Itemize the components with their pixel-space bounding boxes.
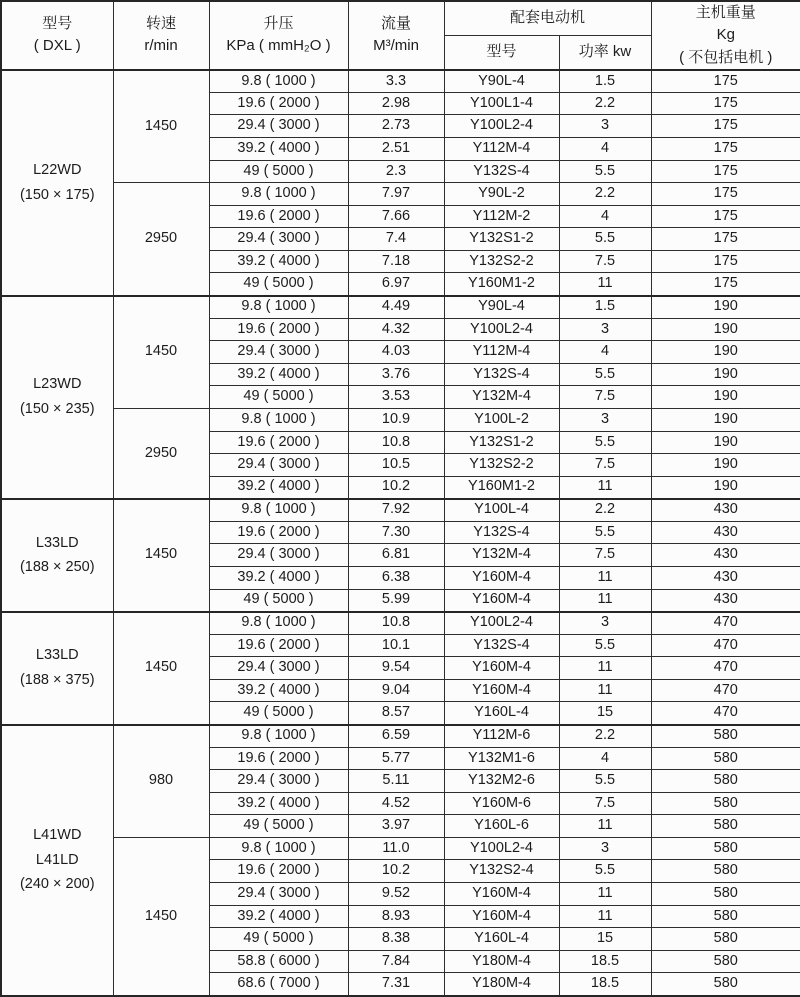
cell-speed: 2950 bbox=[113, 183, 209, 296]
cell-pressure: 39.2 ( 4000 ) bbox=[209, 679, 348, 702]
cell-pressure: 9.8 ( 1000 ) bbox=[209, 408, 348, 431]
cell-weight: 470 bbox=[651, 702, 800, 725]
cell-pressure: 9.8 ( 1000 ) bbox=[209, 70, 348, 93]
cell-pressure: 19.6 ( 2000 ) bbox=[209, 747, 348, 770]
cell-weight: 580 bbox=[651, 860, 800, 883]
cell-motor-power: 11 bbox=[559, 883, 651, 906]
table-row bbox=[1, 183, 800, 206]
cell-motor-model: Y160M1-2 bbox=[444, 273, 559, 296]
cell-motor-power: 18.5 bbox=[559, 950, 651, 973]
cell-flow: 7.84 bbox=[348, 950, 444, 973]
spec-table-header bbox=[1, 1, 800, 70]
header-speed-line2: r/min bbox=[144, 37, 178, 55]
cell-motor-power: 2.2 bbox=[559, 725, 651, 748]
cell-weight: 175 bbox=[651, 250, 800, 273]
cell-pressure: 9.8 ( 1000 ) bbox=[209, 296, 348, 319]
cell-motor-power: 5.5 bbox=[559, 160, 651, 183]
header-model-line2: ( DXL ) bbox=[33, 37, 81, 55]
cell-motor-model: Y132S-4 bbox=[444, 363, 559, 386]
cell-pressure: 19.6 ( 2000 ) bbox=[209, 431, 348, 454]
cell-motor-power: 4 bbox=[559, 205, 651, 228]
cell-pressure: 19.6 ( 2000 ) bbox=[209, 318, 348, 341]
cell-weight: 190 bbox=[651, 318, 800, 341]
table-row bbox=[1, 499, 800, 522]
cell-motor-model: Y160M-4 bbox=[444, 905, 559, 928]
cell-weight: 430 bbox=[651, 566, 800, 589]
cell-motor-model: Y132M-4 bbox=[444, 544, 559, 567]
cell-weight: 190 bbox=[651, 296, 800, 319]
cell-weight: 175 bbox=[651, 228, 800, 251]
cell-motor-model: Y112M-6 bbox=[444, 725, 559, 748]
cell-pressure: 29.4 ( 3000 ) bbox=[209, 454, 348, 477]
cell-motor-model: Y132S-4 bbox=[444, 634, 559, 657]
cell-pressure: 39.2 ( 4000 ) bbox=[209, 905, 348, 928]
cell-weight: 470 bbox=[651, 634, 800, 657]
header-weight bbox=[651, 1, 800, 70]
cell-pressure: 19.6 ( 2000 ) bbox=[209, 860, 348, 883]
cell-pressure: 49 ( 5000 ) bbox=[209, 589, 348, 612]
cell-model bbox=[1, 499, 113, 612]
table-row bbox=[1, 612, 800, 635]
cell-speed: 2950 bbox=[113, 408, 209, 498]
cell-flow: 6.81 bbox=[348, 544, 444, 567]
cell-motor-model: Y132S2-2 bbox=[444, 250, 559, 273]
cell-weight: 470 bbox=[651, 657, 800, 680]
cell-pressure: 29.4 ( 3000 ) bbox=[209, 883, 348, 906]
header-weight-line3: ( 不包括电机 ) bbox=[679, 48, 773, 66]
cell-motor-power: 2.2 bbox=[559, 183, 651, 206]
cell-motor-power: 3 bbox=[559, 408, 651, 431]
header-row-top bbox=[1, 1, 800, 35]
header-pressure bbox=[209, 1, 348, 70]
header-motor-group: 配套电动机 bbox=[444, 1, 651, 35]
cell-flow: 10.1 bbox=[348, 634, 444, 657]
cell-motor-model: Y160M-4 bbox=[444, 589, 559, 612]
cell-motor-power: 11 bbox=[559, 589, 651, 612]
cell-motor-model: Y132S1-2 bbox=[444, 228, 559, 251]
cell-pressure: 49 ( 5000 ) bbox=[209, 815, 348, 838]
cell-weight: 175 bbox=[651, 92, 800, 115]
cell-flow: 10.5 bbox=[348, 454, 444, 477]
cell-motor-power: 1.5 bbox=[559, 70, 651, 93]
cell-flow: 4.52 bbox=[348, 792, 444, 815]
cell-weight: 580 bbox=[651, 837, 800, 860]
model-line: (150 × 175) bbox=[19, 186, 95, 203]
cell-motor-power: 5.5 bbox=[559, 521, 651, 544]
cell-weight: 580 bbox=[651, 725, 800, 748]
cell-flow: 3.53 bbox=[348, 386, 444, 409]
cell-flow: 3.76 bbox=[348, 363, 444, 386]
cell-pressure: 39.2 ( 4000 ) bbox=[209, 363, 348, 386]
cell-flow: 11.0 bbox=[348, 837, 444, 860]
cell-model bbox=[1, 612, 113, 725]
cell-motor-power: 4 bbox=[559, 341, 651, 364]
cell-pressure: 29.4 ( 3000 ) bbox=[209, 657, 348, 680]
cell-motor-model: Y132M-4 bbox=[444, 386, 559, 409]
header-speed bbox=[113, 1, 209, 70]
model-line: L22WD bbox=[33, 162, 82, 178]
cell-motor-power: 5.5 bbox=[559, 770, 651, 793]
cell-weight: 430 bbox=[651, 499, 800, 522]
cell-motor-model: Y160L-4 bbox=[444, 702, 559, 725]
cell-motor-model: Y100L1-4 bbox=[444, 92, 559, 115]
cell-weight: 580 bbox=[651, 973, 800, 996]
cell-flow: 10.8 bbox=[348, 431, 444, 454]
cell-weight: 190 bbox=[651, 476, 800, 499]
cell-pressure: 39.2 ( 4000 ) bbox=[209, 137, 348, 160]
cell-motor-power: 5.5 bbox=[559, 363, 651, 386]
model-line: (188 × 375) bbox=[19, 672, 95, 689]
cell-flow: 10.8 bbox=[348, 612, 444, 635]
cell-motor-power: 1.5 bbox=[559, 296, 651, 319]
header-motor-power: 功率 kw bbox=[559, 35, 651, 69]
table-row bbox=[1, 408, 800, 431]
cell-weight: 175 bbox=[651, 205, 800, 228]
cell-motor-model: Y160M-4 bbox=[444, 566, 559, 589]
cell-motor-model: Y132S-4 bbox=[444, 160, 559, 183]
cell-motor-model: Y160M-4 bbox=[444, 657, 559, 680]
cell-motor-model: Y160M-6 bbox=[444, 792, 559, 815]
cell-pressure: 39.2 ( 4000 ) bbox=[209, 566, 348, 589]
cell-motor-power: 4 bbox=[559, 747, 651, 770]
cell-motor-model: Y100L-4 bbox=[444, 499, 559, 522]
cell-motor-power: 3 bbox=[559, 612, 651, 635]
spec-table-body bbox=[1, 70, 800, 996]
cell-model bbox=[1, 296, 113, 499]
cell-motor-power: 11 bbox=[559, 815, 651, 838]
cell-motor-power: 11 bbox=[559, 566, 651, 589]
cell-pressure: 49 ( 5000 ) bbox=[209, 273, 348, 296]
cell-flow: 10.2 bbox=[348, 860, 444, 883]
cell-pressure: 19.6 ( 2000 ) bbox=[209, 92, 348, 115]
model-line: L41WD bbox=[33, 827, 82, 844]
cell-flow: 3.97 bbox=[348, 815, 444, 838]
cell-speed: 1450 bbox=[113, 612, 209, 725]
cell-motor-power: 11 bbox=[559, 476, 651, 499]
cell-motor-power: 4 bbox=[559, 137, 651, 160]
cell-weight: 190 bbox=[651, 341, 800, 364]
cell-flow: 7.97 bbox=[348, 183, 444, 206]
cell-pressure: 9.8 ( 1000 ) bbox=[209, 725, 348, 748]
model-line: (188 × 250) bbox=[19, 559, 95, 576]
cell-weight: 580 bbox=[651, 792, 800, 815]
cell-motor-power: 7.5 bbox=[559, 792, 651, 815]
cell-motor-power: 5.5 bbox=[559, 860, 651, 883]
cell-motor-model: Y112M-2 bbox=[444, 205, 559, 228]
cell-flow: 2.3 bbox=[348, 160, 444, 183]
cell-motor-model: Y132S2-2 bbox=[444, 454, 559, 477]
header-flow-line1: 流量 bbox=[380, 15, 411, 33]
cell-motor-power: 18.5 bbox=[559, 973, 651, 996]
cell-speed: 1450 bbox=[113, 499, 209, 612]
cell-pressure: 49 ( 5000 ) bbox=[209, 702, 348, 725]
cell-flow: 6.59 bbox=[348, 725, 444, 748]
cell-motor-power: 15 bbox=[559, 928, 651, 951]
cell-speed: 980 bbox=[113, 725, 209, 838]
header-pressure-line1: 升压 bbox=[263, 15, 294, 33]
cell-pressure: 49 ( 5000 ) bbox=[209, 160, 348, 183]
cell-motor-model: Y100L2-4 bbox=[444, 115, 559, 138]
cell-motor-power: 2.2 bbox=[559, 499, 651, 522]
cell-weight: 470 bbox=[651, 679, 800, 702]
cell-motor-power: 7.5 bbox=[559, 544, 651, 567]
cell-weight: 580 bbox=[651, 747, 800, 770]
cell-speed: 1450 bbox=[113, 70, 209, 183]
cell-motor-model: Y90L-2 bbox=[444, 183, 559, 206]
cell-pressure: 49 ( 5000 ) bbox=[209, 386, 348, 409]
cell-motor-power: 11 bbox=[559, 273, 651, 296]
cell-pressure: 9.8 ( 1000 ) bbox=[209, 837, 348, 860]
header-speed-line1: 转速 bbox=[145, 15, 176, 33]
cell-model bbox=[1, 70, 113, 296]
cell-motor-model: Y180M-4 bbox=[444, 950, 559, 973]
table-row bbox=[1, 837, 800, 860]
model-line: (240 × 200) bbox=[19, 876, 95, 893]
cell-pressure: 29.4 ( 3000 ) bbox=[209, 770, 348, 793]
cell-flow: 10.9 bbox=[348, 408, 444, 431]
header-model bbox=[1, 1, 113, 70]
cell-flow: 7.18 bbox=[348, 250, 444, 273]
cell-pressure: 9.8 ( 1000 ) bbox=[209, 183, 348, 206]
cell-weight: 580 bbox=[651, 905, 800, 928]
model-line: L23WD bbox=[33, 376, 82, 393]
cell-model bbox=[1, 725, 113, 996]
header-pressure-line2: KPa ( mmH₂O ) bbox=[226, 37, 331, 55]
cell-flow: 4.32 bbox=[348, 318, 444, 341]
cell-motor-model: Y160L-6 bbox=[444, 815, 559, 838]
cell-pressure: 9.8 ( 1000 ) bbox=[209, 499, 348, 522]
model-line: L41LD bbox=[35, 851, 79, 868]
cell-weight: 190 bbox=[651, 408, 800, 431]
cell-motor-power: 7.5 bbox=[559, 454, 651, 477]
cell-flow: 2.98 bbox=[348, 92, 444, 115]
cell-pressure: 29.4 ( 3000 ) bbox=[209, 115, 348, 138]
cell-pressure: 39.2 ( 4000 ) bbox=[209, 476, 348, 499]
cell-flow: 7.66 bbox=[348, 205, 444, 228]
cell-weight: 430 bbox=[651, 521, 800, 544]
cell-motor-model: Y100L2-4 bbox=[444, 612, 559, 635]
cell-flow: 6.38 bbox=[348, 566, 444, 589]
cell-motor-power: 11 bbox=[559, 905, 651, 928]
header-weight-line2: Kg bbox=[716, 26, 735, 44]
cell-flow: 2.51 bbox=[348, 137, 444, 160]
cell-flow: 9.04 bbox=[348, 679, 444, 702]
model-line: L33LD bbox=[35, 534, 79, 551]
cell-pressure: 19.6 ( 2000 ) bbox=[209, 634, 348, 657]
cell-flow: 5.99 bbox=[348, 589, 444, 612]
cell-flow: 7.4 bbox=[348, 228, 444, 251]
cell-motor-model: Y112M-4 bbox=[444, 341, 559, 364]
header-motor-model: 型号 bbox=[444, 35, 559, 69]
cell-motor-power: 2.2 bbox=[559, 92, 651, 115]
cell-motor-model: Y160M-4 bbox=[444, 883, 559, 906]
model-line: L33LD bbox=[35, 647, 79, 664]
cell-motor-model: Y100L2-4 bbox=[444, 837, 559, 860]
cell-motor-power: 5.5 bbox=[559, 634, 651, 657]
cell-weight: 580 bbox=[651, 928, 800, 951]
cell-pressure: 19.6 ( 2000 ) bbox=[209, 205, 348, 228]
table-row bbox=[1, 296, 800, 319]
cell-motor-model: Y132S-4 bbox=[444, 521, 559, 544]
cell-motor-power: 3 bbox=[559, 837, 651, 860]
cell-flow: 9.54 bbox=[348, 657, 444, 680]
cell-flow: 10.2 bbox=[348, 476, 444, 499]
cell-pressure: 29.4 ( 3000 ) bbox=[209, 228, 348, 251]
cell-motor-power: 15 bbox=[559, 702, 651, 725]
cell-weight: 175 bbox=[651, 183, 800, 206]
cell-weight: 175 bbox=[651, 115, 800, 138]
cell-weight: 190 bbox=[651, 454, 800, 477]
cell-motor-model: Y90L-4 bbox=[444, 70, 559, 93]
cell-motor-power: 5.5 bbox=[559, 228, 651, 251]
cell-motor-power: 5.5 bbox=[559, 431, 651, 454]
cell-pressure: 29.4 ( 3000 ) bbox=[209, 341, 348, 364]
cell-motor-power: 3 bbox=[559, 318, 651, 341]
cell-motor-model: Y100L2-4 bbox=[444, 318, 559, 341]
cell-motor-model: Y132M1-6 bbox=[444, 747, 559, 770]
cell-weight: 175 bbox=[651, 137, 800, 160]
cell-motor-model: Y112M-4 bbox=[444, 137, 559, 160]
cell-pressure: 29.4 ( 3000 ) bbox=[209, 544, 348, 567]
cell-flow: 3.3 bbox=[348, 70, 444, 93]
header-weight-line1: 主机重量 bbox=[695, 4, 756, 21]
cell-motor-model: Y180M-4 bbox=[444, 973, 559, 996]
cell-motor-model: Y90L-4 bbox=[444, 296, 559, 319]
cell-speed: 1450 bbox=[113, 837, 209, 995]
cell-pressure: 19.6 ( 2000 ) bbox=[209, 521, 348, 544]
cell-flow: 4.49 bbox=[348, 296, 444, 319]
cell-motor-model: Y160M1-2 bbox=[444, 476, 559, 499]
cell-flow: 2.73 bbox=[348, 115, 444, 138]
cell-weight: 580 bbox=[651, 883, 800, 906]
cell-weight: 190 bbox=[651, 431, 800, 454]
cell-weight: 580 bbox=[651, 815, 800, 838]
cell-motor-model: Y132S2-4 bbox=[444, 860, 559, 883]
cell-pressure: 58.8 ( 6000 ) bbox=[209, 950, 348, 973]
cell-flow: 8.93 bbox=[348, 905, 444, 928]
cell-flow: 7.31 bbox=[348, 973, 444, 996]
cell-pressure: 49 ( 5000 ) bbox=[209, 928, 348, 951]
cell-pressure: 39.2 ( 4000 ) bbox=[209, 250, 348, 273]
cell-motor-power: 11 bbox=[559, 679, 651, 702]
cell-flow: 4.03 bbox=[348, 341, 444, 364]
header-flow bbox=[348, 1, 444, 70]
model-line: (150 × 235) bbox=[19, 401, 95, 418]
cell-weight: 470 bbox=[651, 612, 800, 635]
cell-weight: 175 bbox=[651, 70, 800, 93]
cell-motor-model: Y132S1-2 bbox=[444, 431, 559, 454]
cell-flow: 8.57 bbox=[348, 702, 444, 725]
cell-pressure: 39.2 ( 4000 ) bbox=[209, 792, 348, 815]
header-flow-line2: M³/min bbox=[373, 37, 419, 55]
cell-weight: 580 bbox=[651, 950, 800, 973]
table-row bbox=[1, 725, 800, 748]
cell-motor-power: 3 bbox=[559, 115, 651, 138]
cell-motor-model: Y132M2-6 bbox=[444, 770, 559, 793]
table-row bbox=[1, 70, 800, 93]
cell-weight: 430 bbox=[651, 544, 800, 567]
cell-weight: 175 bbox=[651, 160, 800, 183]
cell-flow: 7.30 bbox=[348, 521, 444, 544]
cell-flow: 5.77 bbox=[348, 747, 444, 770]
cell-motor-power: 7.5 bbox=[559, 250, 651, 273]
cell-motor-model: Y160M-4 bbox=[444, 679, 559, 702]
cell-weight: 190 bbox=[651, 386, 800, 409]
cell-weight: 430 bbox=[651, 589, 800, 612]
cell-weight: 175 bbox=[651, 273, 800, 296]
cell-flow: 6.97 bbox=[348, 273, 444, 296]
cell-weight: 580 bbox=[651, 770, 800, 793]
cell-speed: 1450 bbox=[113, 296, 209, 409]
cell-motor-power: 11 bbox=[559, 657, 651, 680]
cell-pressure: 68.6 ( 7000 ) bbox=[209, 973, 348, 996]
cell-motor-power: 7.5 bbox=[559, 386, 651, 409]
cell-flow: 7.92 bbox=[348, 499, 444, 522]
cell-pressure: 9.8 ( 1000 ) bbox=[209, 612, 348, 635]
cell-motor-model: Y160L-4 bbox=[444, 928, 559, 951]
cell-flow: 8.38 bbox=[348, 928, 444, 951]
cell-flow: 9.52 bbox=[348, 883, 444, 906]
cell-motor-model: Y100L-2 bbox=[444, 408, 559, 431]
cell-weight: 190 bbox=[651, 363, 800, 386]
cell-flow: 5.11 bbox=[348, 770, 444, 793]
header-model-line1: 型号 bbox=[42, 15, 73, 33]
